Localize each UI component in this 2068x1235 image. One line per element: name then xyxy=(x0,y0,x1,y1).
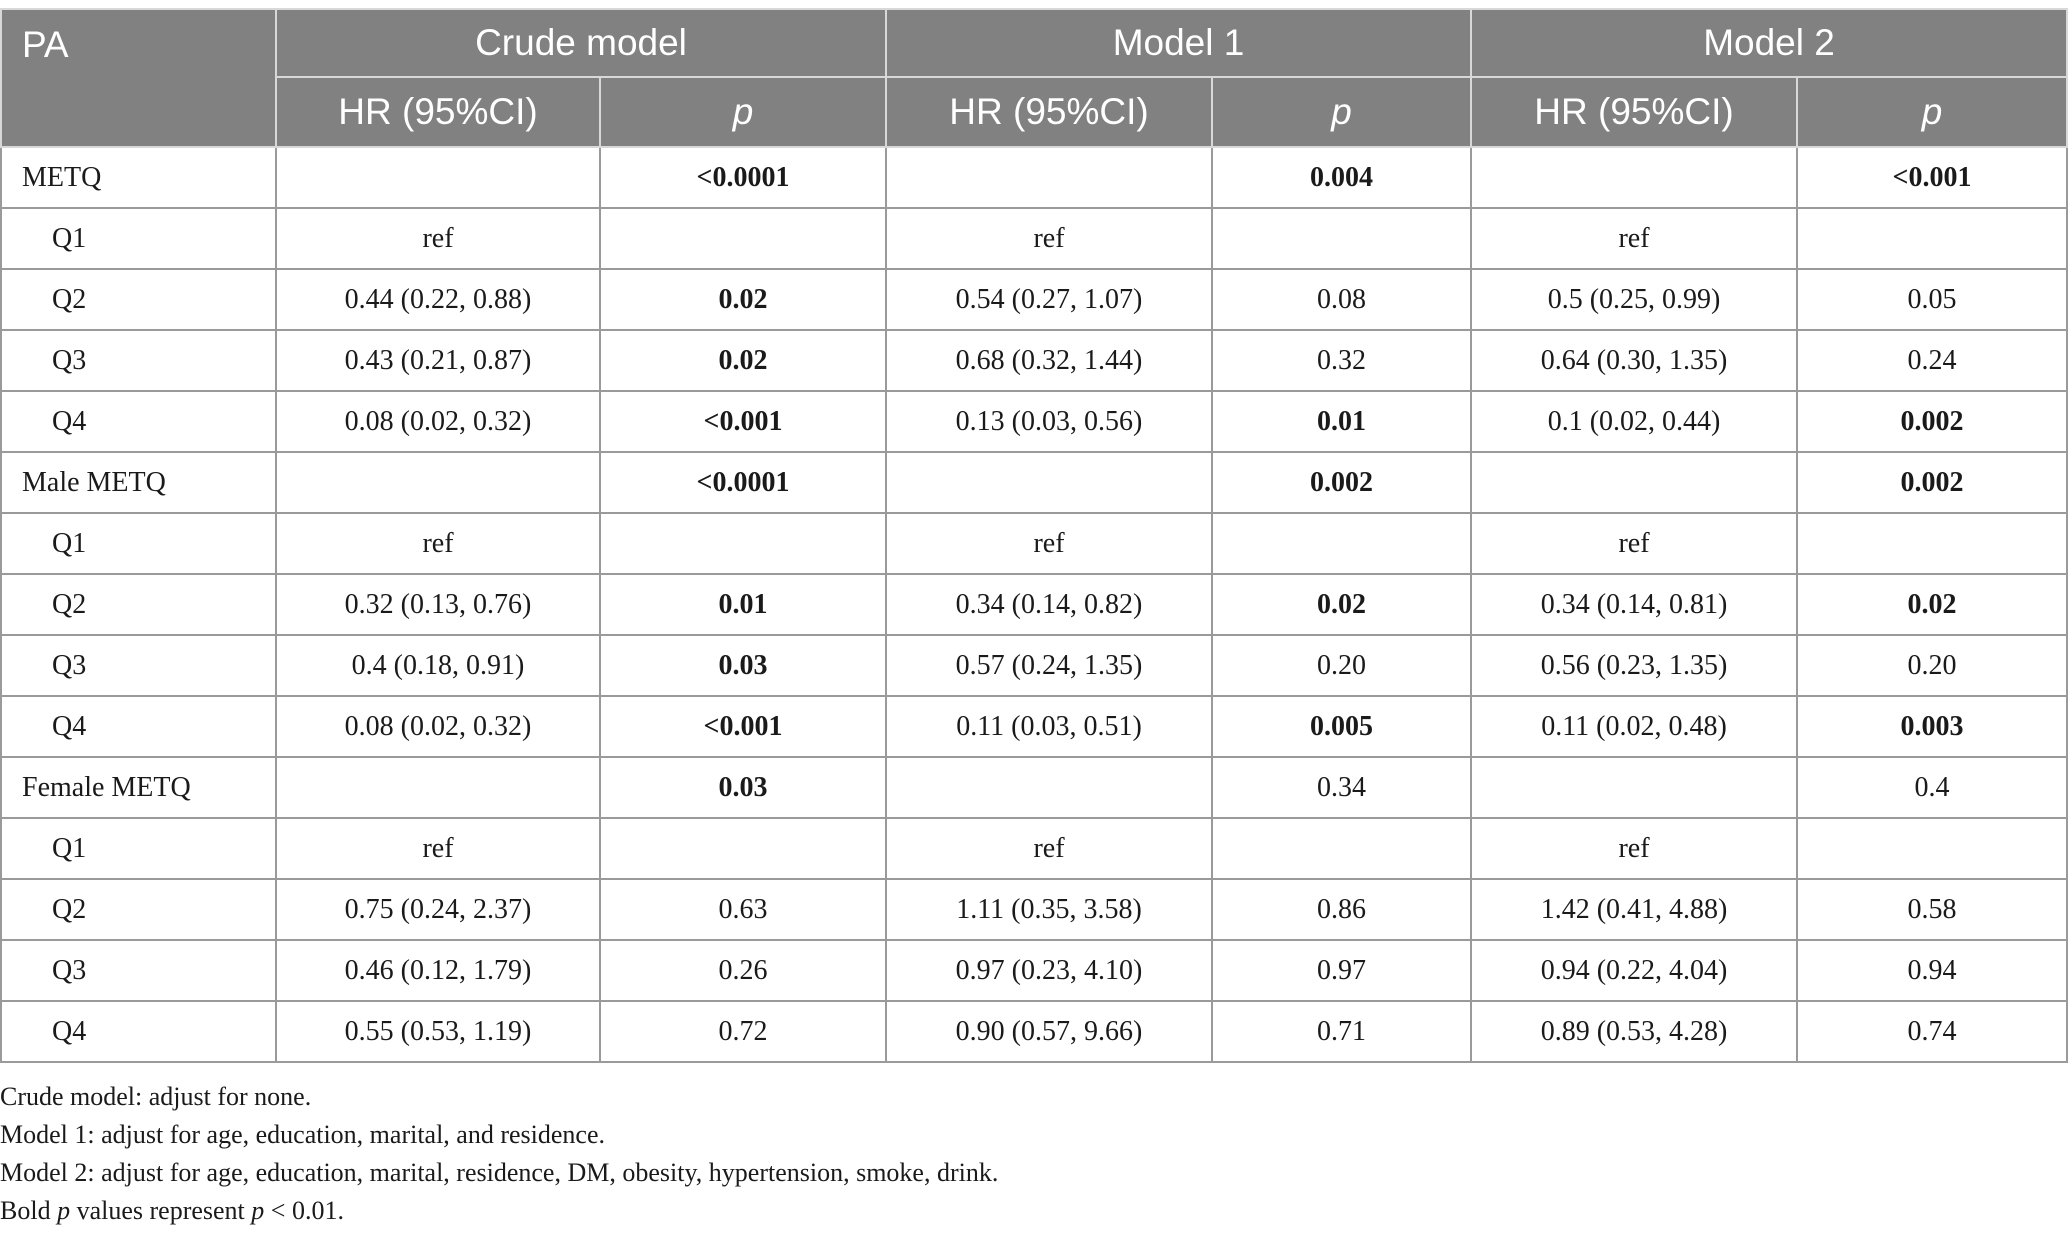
table-row xyxy=(1,330,2067,391)
hr-cell: 0.56 (0.23, 1.35) xyxy=(1471,635,1797,696)
table-row xyxy=(1,696,2067,757)
p-value-cell: 0.004 xyxy=(1212,147,1471,208)
hr-cell: ref xyxy=(886,818,1212,879)
hr-cell: 1.11 (0.35, 3.58) xyxy=(886,879,1212,940)
hr-cell: ref xyxy=(276,818,600,879)
p-value-cell: 0.01 xyxy=(1212,391,1471,452)
hr-cell: ref xyxy=(1471,513,1797,574)
p-value-cell xyxy=(1212,818,1471,879)
hr-cell: 0.1 (0.02, 0.44) xyxy=(1471,391,1797,452)
hr-cell: 0.90 (0.57, 9.66) xyxy=(886,1001,1212,1062)
hr-cell xyxy=(276,452,600,513)
group-label: METQ xyxy=(1,147,276,208)
hr-cell: ref xyxy=(886,513,1212,574)
hr-cell: 0.75 (0.24, 2.37) xyxy=(276,879,600,940)
p-value-cell: 0.003 xyxy=(1797,696,2067,757)
p-value-cell: <0.001 xyxy=(600,391,886,452)
p-value-cell xyxy=(1797,208,2067,269)
quartile-label: Q2 xyxy=(1,574,276,635)
quartile-label: Q3 xyxy=(1,330,276,391)
p-value-cell: 0.63 xyxy=(600,879,886,940)
table-row xyxy=(1,513,2067,574)
note-bold-suffix: < 0.01. xyxy=(264,1196,344,1225)
p-value-cell: 0.72 xyxy=(600,1001,886,1062)
quartile-label: Q2 xyxy=(1,269,276,330)
note-bold-meaning xyxy=(0,1192,998,1230)
header-hr: HR (95%CI) xyxy=(1471,77,1797,147)
hr-cell: 0.5 (0.25, 0.99) xyxy=(1471,269,1797,330)
header-p: p xyxy=(600,77,886,147)
quartile-label: Q3 xyxy=(1,940,276,1001)
hr-cell: 0.43 (0.21, 0.87) xyxy=(276,330,600,391)
note-p-symbol: p xyxy=(57,1196,71,1225)
p-value-cell: <0.0001 xyxy=(600,147,886,208)
p-value-cell: 0.08 xyxy=(1212,269,1471,330)
hr-cell: 0.34 (0.14, 0.82) xyxy=(886,574,1212,635)
table-row xyxy=(1,940,2067,1001)
p-value-cell xyxy=(600,208,886,269)
hr-cell: ref xyxy=(276,513,600,574)
p-value-cell: <0.0001 xyxy=(600,452,886,513)
group-label: Female METQ xyxy=(1,757,276,818)
hr-cell: 0.54 (0.27, 1.07) xyxy=(886,269,1212,330)
note-model-1: Model 1: adjust for age, education, marital, and residence. xyxy=(0,1120,606,1149)
p-value-cell: 0.34 xyxy=(1212,757,1471,818)
table-row xyxy=(1,635,2067,696)
p-value-cell xyxy=(1212,513,1471,574)
hr-cell: 0.4 (0.18, 0.91) xyxy=(276,635,600,696)
p-value-cell: 0.86 xyxy=(1212,879,1471,940)
p-value-cell: 0.58 xyxy=(1797,879,2067,940)
header-row-measures xyxy=(1,77,2067,147)
table-row xyxy=(1,574,2067,635)
hr-cell xyxy=(886,147,1212,208)
hr-cell: 0.64 (0.30, 1.35) xyxy=(1471,330,1797,391)
p-value-cell: 0.01 xyxy=(600,574,886,635)
header-hr: HR (95%CI) xyxy=(276,77,600,147)
quartile-label: Q4 xyxy=(1,391,276,452)
group-row xyxy=(1,757,2067,818)
hr-cell xyxy=(1471,147,1797,208)
group-row xyxy=(1,147,2067,208)
note-p-symbol: p xyxy=(251,1196,265,1225)
header-row-models xyxy=(1,9,2067,77)
table-row xyxy=(1,391,2067,452)
hr-cell: ref xyxy=(886,208,1212,269)
p-value-cell: 0.002 xyxy=(1212,452,1471,513)
table-footnotes xyxy=(0,1078,998,1230)
note-model-2: Model 2: adjust for age, education, marital, residence, DM, obesity, hypertension, smoke, drink. xyxy=(0,1158,999,1187)
hr-cell: 0.11 (0.03, 0.51) xyxy=(886,696,1212,757)
p-value-cell: 0.20 xyxy=(1212,635,1471,696)
hr-cell: 0.34 (0.14, 0.81) xyxy=(1471,574,1797,635)
p-value-cell: <0.001 xyxy=(600,696,886,757)
quartile-label: Q2 xyxy=(1,879,276,940)
table-row xyxy=(1,1001,2067,1062)
hr-cell: 0.11 (0.02, 0.48) xyxy=(1471,696,1797,757)
table-row xyxy=(1,269,2067,330)
p-value-cell: 0.97 xyxy=(1212,940,1471,1001)
hr-cell: 1.42 (0.41, 4.88) xyxy=(1471,879,1797,940)
hr-cell: 0.89 (0.53, 4.28) xyxy=(1471,1001,1797,1062)
p-value-cell: 0.02 xyxy=(1797,574,2067,635)
p-value-cell: 0.74 xyxy=(1797,1001,2067,1062)
header-hr: HR (95%CI) xyxy=(886,77,1212,147)
hr-cell: 0.46 (0.12, 1.79) xyxy=(276,940,600,1001)
hr-cell: 0.68 (0.32, 1.44) xyxy=(886,330,1212,391)
quartile-label: Q4 xyxy=(1,696,276,757)
p-value-cell xyxy=(600,513,886,574)
p-value-cell: 0.03 xyxy=(600,635,886,696)
hr-cell: 0.32 (0.13, 0.76) xyxy=(276,574,600,635)
header-crude-model: Crude model xyxy=(276,9,886,77)
note-bold-middle: values represent xyxy=(70,1196,252,1225)
hr-cell: 0.44 (0.22, 0.88) xyxy=(276,269,600,330)
p-value-cell: <0.001 xyxy=(1797,147,2067,208)
hazard-ratio-table xyxy=(0,8,2068,1063)
hr-cell xyxy=(276,147,600,208)
table-row xyxy=(1,818,2067,879)
hr-cell: 0.08 (0.02, 0.32) xyxy=(276,696,600,757)
p-value-cell: 0.02 xyxy=(600,330,886,391)
hr-cell: 0.94 (0.22, 4.04) xyxy=(1471,940,1797,1001)
p-value-cell: 0.002 xyxy=(1797,452,2067,513)
quartile-label: Q4 xyxy=(1,1001,276,1062)
table-row xyxy=(1,208,2067,269)
hr-cell xyxy=(1471,452,1797,513)
p-value-cell: 0.02 xyxy=(600,269,886,330)
hr-cell xyxy=(276,757,600,818)
header-model-2: Model 2 xyxy=(1471,9,2067,77)
p-value-cell xyxy=(1797,513,2067,574)
p-value-cell: 0.32 xyxy=(1212,330,1471,391)
p-value-cell xyxy=(600,818,886,879)
group-label: Male METQ xyxy=(1,452,276,513)
hr-cell: ref xyxy=(1471,208,1797,269)
note-bold-prefix: Bold xyxy=(0,1196,58,1225)
hr-cell: 0.57 (0.24, 1.35) xyxy=(886,635,1212,696)
header-p: p xyxy=(1212,77,1471,147)
hr-cell xyxy=(886,757,1212,818)
hr-cell: ref xyxy=(276,208,600,269)
hr-cell xyxy=(1471,757,1797,818)
hr-cell: 0.97 (0.23, 4.10) xyxy=(886,940,1212,1001)
p-value-cell: 0.005 xyxy=(1212,696,1471,757)
hr-cell: 0.55 (0.53, 1.19) xyxy=(276,1001,600,1062)
p-value-cell: 0.26 xyxy=(600,940,886,1001)
quartile-label: Q1 xyxy=(1,513,276,574)
p-value-cell: 0.002 xyxy=(1797,391,2067,452)
p-value-cell: 0.4 xyxy=(1797,757,2067,818)
p-value-cell: 0.24 xyxy=(1797,330,2067,391)
header-model-1: Model 1 xyxy=(886,9,1471,77)
quartile-label: Q1 xyxy=(1,818,276,879)
quartile-label: Q1 xyxy=(1,208,276,269)
header-pa: PA xyxy=(1,9,276,147)
p-value-cell: 0.71 xyxy=(1212,1001,1471,1062)
p-value-cell: 0.20 xyxy=(1797,635,2067,696)
p-value-cell: 0.05 xyxy=(1797,269,2067,330)
quartile-label: Q3 xyxy=(1,635,276,696)
p-value-cell xyxy=(1212,208,1471,269)
hr-cell xyxy=(886,452,1212,513)
hr-cell: 0.13 (0.03, 0.56) xyxy=(886,391,1212,452)
group-row xyxy=(1,452,2067,513)
header-p: p xyxy=(1797,77,2067,147)
p-value-cell: 0.03 xyxy=(600,757,886,818)
table-row xyxy=(1,879,2067,940)
hr-cell: ref xyxy=(1471,818,1797,879)
table-header xyxy=(1,9,2067,147)
p-value-cell xyxy=(1797,818,2067,879)
p-value-cell: 0.02 xyxy=(1212,574,1471,635)
hr-cell: 0.08 (0.02, 0.32) xyxy=(276,391,600,452)
p-value-cell: 0.94 xyxy=(1797,940,2067,1001)
table-body xyxy=(1,147,2067,1062)
note-crude-model: Crude model: adjust for none. xyxy=(0,1082,312,1111)
